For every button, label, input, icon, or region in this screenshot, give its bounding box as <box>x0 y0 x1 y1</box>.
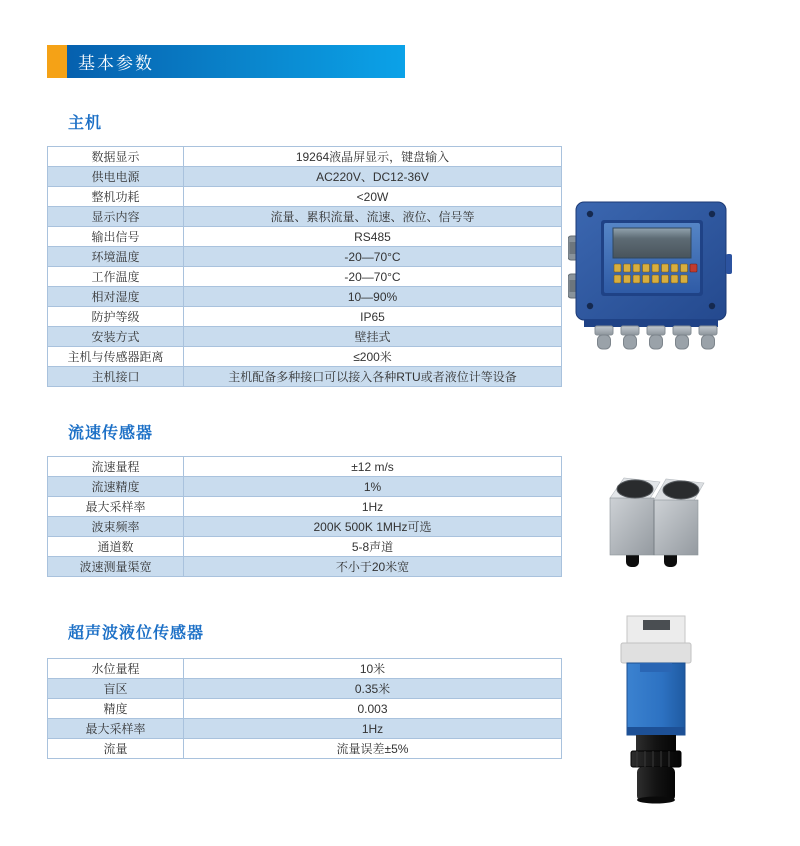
table-row <box>48 267 562 287</box>
page-title: 基本参数 <box>67 45 405 78</box>
spec-label-cell: 输出信号 <box>48 227 184 247</box>
spec-label-cell: 供电电源 <box>48 167 184 187</box>
spec-label-cell: 主机与传感器距离 <box>48 347 184 367</box>
table-row <box>48 699 562 719</box>
spec-label-cell: 波束频率 <box>48 517 184 537</box>
spec-value-cell: 10米 <box>184 659 562 679</box>
table-row <box>48 347 562 367</box>
table-row <box>48 247 562 267</box>
spec-value-cell: <20W <box>184 187 562 207</box>
table-row <box>48 327 562 347</box>
spec-label-cell: 流速精度 <box>48 477 184 497</box>
table-row <box>48 537 562 557</box>
spec-label-cell: 环境温度 <box>48 247 184 267</box>
table-row <box>48 367 562 387</box>
spec-value-cell: ≤200米 <box>184 347 562 367</box>
spec-value-cell: 流量、累积流量、流速、液位、信号等 <box>184 207 562 227</box>
spec-label-cell: 水位量程 <box>48 659 184 679</box>
spec-value-cell: 0.35米 <box>184 679 562 699</box>
spec-label-cell: 防护等级 <box>48 307 184 327</box>
orange-accent-block <box>47 45 67 78</box>
spec-value-cell: 流量误差±5% <box>184 739 562 759</box>
spec-label-cell: 波速测量渠宽 <box>48 557 184 577</box>
spec-value-cell: 10—90% <box>184 287 562 307</box>
spec-value-cell: 200K 500K 1MHz可选 <box>184 517 562 537</box>
spec-label-cell: 通道数 <box>48 537 184 557</box>
host-spec-table <box>47 146 562 387</box>
spec-label-cell: 数据显示 <box>48 147 184 167</box>
spec-value-cell: RS485 <box>184 227 562 247</box>
section-heading-velocity-sensor: 流速传感器 <box>68 425 154 442</box>
table-row <box>48 659 562 679</box>
spec-label-cell: 最大采样率 <box>48 719 184 739</box>
table-row <box>48 719 562 739</box>
velocity-sensor-spec-table <box>47 456 562 577</box>
spec-value-cell: ±12 m/s <box>184 457 562 477</box>
table-row <box>48 227 562 247</box>
spec-label-cell: 最大采样率 <box>48 497 184 517</box>
table-row <box>48 497 562 517</box>
spec-label-cell: 流量 <box>48 739 184 759</box>
spec-value-cell: 5-8声道 <box>184 537 562 557</box>
spec-value-cell: IP65 <box>184 307 562 327</box>
spec-value-cell: AC220V、DC12-36V <box>184 167 562 187</box>
table-row <box>48 147 562 167</box>
velocity-sensor-photo <box>598 466 718 570</box>
section-title-bar <box>47 45 405 78</box>
spec-value-cell: 0.003 <box>184 699 562 719</box>
table-row <box>48 187 562 207</box>
table-row <box>48 557 562 577</box>
level-sensor-spec-table <box>47 658 562 759</box>
spec-label-cell: 整机功耗 <box>48 187 184 207</box>
ultrasonic-level-sensor-photo <box>606 612 706 804</box>
spec-label-cell: 盲区 <box>48 679 184 699</box>
spec-value-cell: 不小于20米宽 <box>184 557 562 577</box>
table-row <box>48 679 562 699</box>
table-row <box>48 307 562 327</box>
spec-label-cell: 工作温度 <box>48 267 184 287</box>
table-row <box>48 457 562 477</box>
spec-label-cell: 相对湿度 <box>48 287 184 307</box>
spec-label-cell: 安装方式 <box>48 327 184 347</box>
section-heading-host: 主机 <box>68 115 103 132</box>
flow-meter-host-photo <box>568 198 740 356</box>
spec-value-cell: -20—70°C <box>184 267 562 287</box>
spec-label-cell: 流速量程 <box>48 457 184 477</box>
section-heading-level-sensor: 超声波液位传感器 <box>68 625 205 642</box>
table-row <box>48 477 562 497</box>
table-row <box>48 517 562 537</box>
spec-value-cell: 壁挂式 <box>184 327 562 347</box>
spec-value-cell: 主机配备多种接口可以接入各种RTU或者液位计等设备 <box>184 367 562 387</box>
spec-value-cell: 1% <box>184 477 562 497</box>
table-row <box>48 739 562 759</box>
table-row <box>48 207 562 227</box>
spec-label-cell: 显示内容 <box>48 207 184 227</box>
spec-value-cell: -20—70°C <box>184 247 562 267</box>
spec-value-cell: 1Hz <box>184 497 562 517</box>
table-row <box>48 287 562 307</box>
spec-value-cell: 1Hz <box>184 719 562 739</box>
spec-value-cell: 19264液晶屏显示，键盘输入 <box>184 147 562 167</box>
spec-label-cell: 精度 <box>48 699 184 719</box>
spec-label-cell: 主机接口 <box>48 367 184 387</box>
table-row <box>48 167 562 187</box>
